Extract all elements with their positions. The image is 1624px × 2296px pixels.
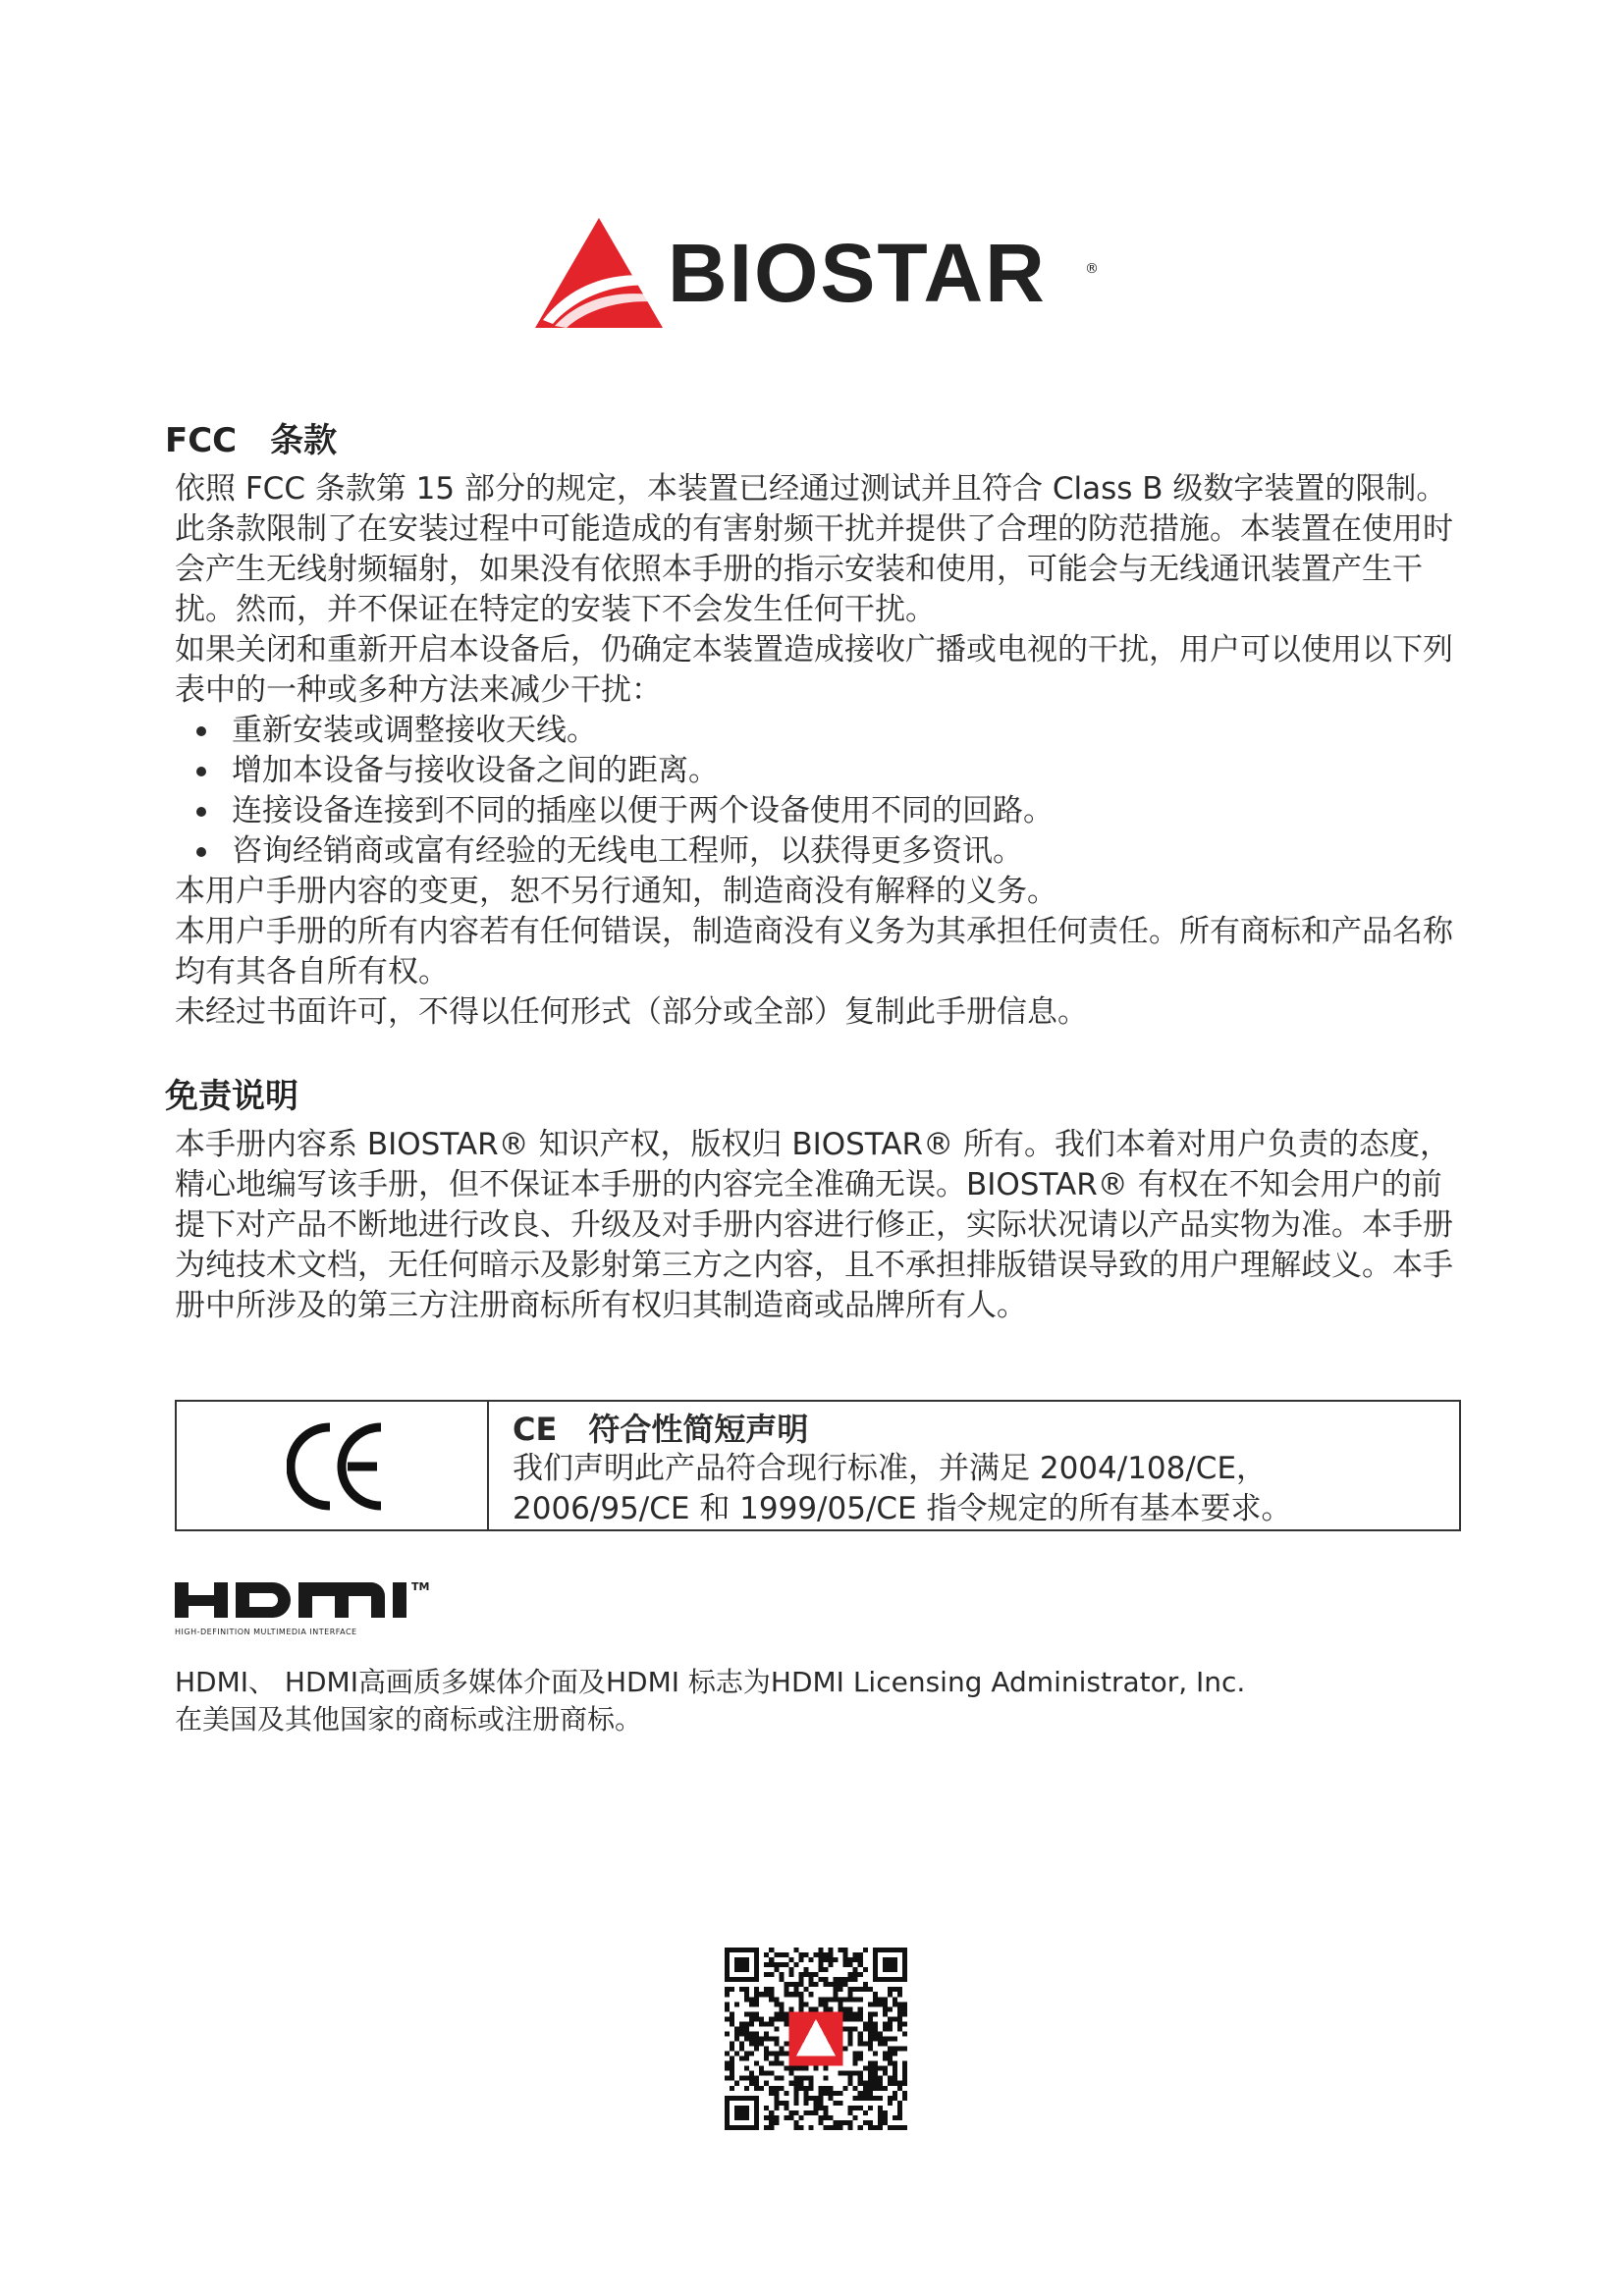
bullet-icon	[196, 847, 206, 857]
hdmi-logo	[175, 1576, 435, 1637]
hdmi-line-2: 在美国及其他国家的商标或注册商标。	[175, 1703, 643, 1735]
biostar-wordmark: BIOSTAR	[668, 227, 1047, 319]
bullet-icon	[196, 807, 206, 817]
fcc-bullet-list	[175, 711, 1463, 872]
registered-mark: ®	[1085, 261, 1099, 277]
ce-text	[513, 1410, 1445, 1529]
list-item: 增加本设备与接收设备之间的距离。	[175, 751, 1463, 791]
svg-text:TM: TM	[411, 1580, 430, 1593]
qr-code-icon	[725, 1948, 907, 2130]
hdmi-line-1: HDMI、 HDMI高画质多媒体介面及HDMI 标志为HDMI Licensing Administrator, Inc.	[175, 1666, 1246, 1698]
fcc-paragraph-5: 未经过书面许可，不得以任何形式（部分或全部）复制此手册信息。	[175, 994, 1088, 1030]
list-item: 咨询经销商或富有经验的无线电工程师，以获得更多资讯。	[175, 831, 1463, 872]
fcc-paragraph-2: 如果关闭和重新开启本设备后，仍确定本装置造成接收广播或电视的干扰，用户可以使用以下列表中的一种或多种方法来减少干扰：	[175, 632, 1453, 708]
ce-box-divider	[487, 1402, 489, 1529]
biostar-triangle-icon	[535, 218, 663, 328]
bullet-icon	[196, 767, 206, 776]
hdmi-trademark-text	[175, 1664, 1353, 1738]
bullet-icon	[196, 726, 206, 736]
ce-mark-icon	[287, 1419, 385, 1514]
disclaimer-section	[175, 1125, 1463, 1326]
ce-body: 我们声明此产品符合现行标准，并满足 2004/108/CE， 2006/95/CE 和 1999/05/CE 指令规定的所有基本要求。	[513, 1451, 1292, 1526]
fcc-paragraph-4: 本用户手册的所有内容若有任何错误，制造商没有义务为其承担任何责任。所有商标和产品名称均有其各自所有权。	[175, 914, 1453, 989]
ce-declaration-box	[175, 1400, 1461, 1531]
fcc-section	[175, 469, 1463, 1033]
biostar-logo	[535, 218, 1105, 328]
fcc-paragraph-3: 本用户手册内容的变更，恕不另行通知，制造商没有解释的义务。	[175, 874, 1057, 909]
list-item: 重新安装或调整接收天线。	[175, 711, 1463, 751]
list-item: 连接设备连接到不同的插座以便于两个设备使用不同的回路。	[175, 791, 1463, 831]
fcc-paragraph-1: 依照 FCC 条款第 15 部分的规定，本装置已经通过测试并且符合 Class B 级数字装置的限制。此条款限制了在安装过程中可能造成的有害射频干扰并提供了合理的防范措施。本装置在使用时会产生无线射频辐射，如果没有依照本手册的指示安装和使用，可能会与无线通讯装置产生干扰。然而，并不保证在特定的安装下不会发生任何干扰。	[175, 471, 1453, 627]
hdmi-wordmark-icon	[175, 1576, 435, 1624]
ce-title: CE 符合性简短声明	[513, 1411, 809, 1448]
disclaimer-title: 免责说明	[165, 1077, 298, 1116]
disclaimer-body: 本手册内容系 BIOSTAR® 知识产权，版权归 BIOSTAR® 所有。我们本着对用户负责的态度，精心地编写该手册，但不保证本手册的内容完全准确无误。BIOSTAR® 有权在不知会用户的前提下对产品不断地进行改良、升级及对手册内容进行修正，实际状况请以产品实物为准。本手册为纯技术文档，无任何暗示及影射第三方之内容，且不承担排版错误导致的用户理解歧义。本手册中所涉及的第三方注册商标所有权归其制造商或品牌所有人。	[175, 1127, 1453, 1323]
fcc-title: FCC 条款	[165, 421, 338, 460]
hdmi-tagline: HIGH-DEFINITION MULTIMEDIA INTERFACE	[175, 1628, 357, 1636]
